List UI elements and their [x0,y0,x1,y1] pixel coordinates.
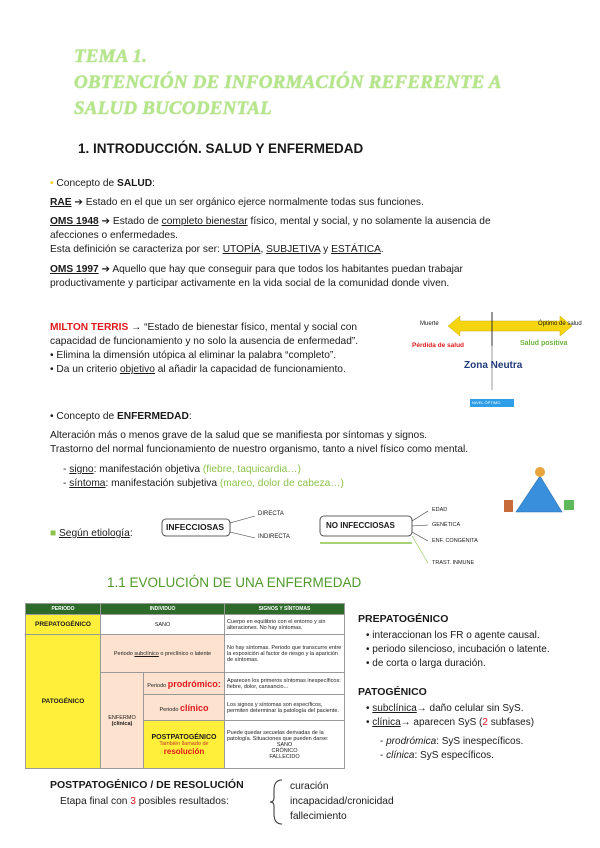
indirecta-label: INDIRECTA [258,534,290,540]
header-individuo: INDIVIDUO [101,604,225,615]
etiologia-label [50,527,133,540]
prepat-title: PREPATOGÉNICO [358,613,449,625]
cell-prepat-desc: Cuerpo en equilibrio con el entorno y sin alteraciones. No hay síntomas. [225,615,345,635]
milton-definition [50,321,357,334]
triad-svg [500,462,580,522]
milton-b2-text-a: • Da un criterio [50,364,120,375]
sintoma-dash: - [63,478,70,489]
pat-b2-text-c: subfases) [487,717,535,728]
oms1997-label: OMS 1997 [50,264,99,275]
rae-text: ➔ Estado en el que un ser orgánico ejerce normalmente todas sus funciones. [71,197,424,208]
infecciosas-label: INFECCIOSAS [166,522,225,532]
pat-s1-dash: - [380,736,387,747]
result-fallecido: FALLECIDO [269,753,300,760]
result-cronico: CRÓNICO [271,747,298,754]
def-utopia: UTOPÍA [222,244,261,255]
clinica-label: (clínica) [111,720,133,727]
resolucion-label: resolución [163,746,205,756]
etapa-text-b: posibles resultados: [135,796,229,807]
salud-intro-text: Concepto de [56,178,118,189]
brace-path [270,780,282,824]
pat-sub-2 [380,749,494,762]
milton-text: → “Estado de bienestar físico, mental y social con [128,322,358,333]
signo-item [63,463,301,476]
oms1948-text-a: ➔ Estado de [98,216,162,227]
oms1997-text: ➔ Aquello que hay que conseguir para que todos los habitantes puedan trabajar [98,264,463,275]
prepat-bullet-1: • interaccionan los FR o agente causal. [366,630,540,641]
etiologia-colon: : [129,528,133,539]
rae-definition [50,196,424,209]
label-nivel-box: NIVEL ÓPTIMO [472,400,501,405]
signo-dash: - [63,464,70,475]
enf-line1: Alteración más o menos grave de la salud que se manifiesta por síntomas y signos. [50,430,428,441]
brace-svg [268,778,286,826]
enfermo-label: ENFERMO [108,714,136,721]
cell-patogenico: PATOGÉNICO [26,635,101,769]
clinico-term: clínico [179,702,209,713]
cell-prepatogenico: PREPATOGÉNICO [26,615,101,635]
postpat-desc: Puede quedar secuelas derivadas de la patología. Situaciones que pueden darse: [227,729,329,742]
triad-left-figure [504,500,513,512]
connector-indirecta [230,532,255,538]
signo-text: : manifestación objetiva [93,464,203,475]
enf-intro-text: • Concepto de [50,411,117,422]
section-heading-intro: 1. INTRODUCCIÓN. SALUD Y ENFERMEDAD [78,141,364,156]
ecological-triad-illustration [500,462,580,522]
section-heading-evolucion: 1.1 EVOLUCIÓN DE UNA ENFERMEDAD [107,575,362,590]
pat-b1-bullet: • [366,703,373,714]
connector-directa [230,516,255,523]
square-bullet-icon: ■ [50,528,57,539]
no-infecciosas-label: NO INFECCIOSAS [326,521,395,530]
cell-clinico-desc: Los signos y síntomas son específicos, permiten determinar la patología del paciente. [225,695,345,721]
oms1948-label: OMS 1948 [50,216,99,227]
prodromico-text: Periodo [147,682,168,689]
cell-postpatogenico [144,721,225,769]
directa-label: DIRECTA [258,511,284,517]
connector-edad [412,511,428,521]
label-positiva: Salud positiva [520,340,568,347]
cell-prodromico [144,673,225,695]
def-subjetiva: SUBJETIVA [266,244,321,255]
result-fallecimiento: fallecimiento [290,811,347,822]
triad-right-figure [564,500,574,510]
pat-s2-text: : SyS específicos. [414,750,494,761]
connector-inmune [412,536,428,563]
pat-s1-term: prodrómica [386,736,437,747]
subclinico-term: subclínico [134,650,159,657]
enf-keyword: ENFERMEDAD [117,411,189,422]
bullet-dot: • [50,178,54,189]
milton-label: MILTON TERRIS [50,322,129,333]
oms1997-line2: productivamente y participar activamente en la vida social de la comunidad donde viven. [50,278,450,289]
result-curacion: curación [290,781,329,792]
pat-s2-dash: - [380,750,387,761]
prepat-bullet-2: • periodo silencioso, incubación o latente. [366,644,550,655]
table-row-subclinico [26,635,345,673]
milton-bullet-1: • Elimina la dimensión utópica al eliminar la palabra “completo”. [50,350,337,361]
pat-sub-1 [380,735,523,748]
label-zona-neutra: Zona Neutra [464,360,523,371]
postpat-footer-title: POSTPATOGÉNICO / DE RESOLUCIÓN [50,779,244,791]
pat-b2-term: clínica [372,717,401,728]
prepat-bullet-3: • de corta o larga duración. [366,658,486,669]
pat-bullet-1 [366,702,523,715]
signo-term: signo [69,464,94,475]
pat-s2-term: clínica [386,750,415,761]
title-line-1: TEMA 1. [74,46,148,67]
triad-triangle [516,476,562,512]
header-signos: SIGNOS Y SÍNTOMAS [225,604,345,615]
tambien-label: También llamado de [159,740,209,747]
pat-b2-bullet: • [366,717,373,728]
salud-colon: : [152,178,155,189]
genetica-label: GENÉTICA [432,522,461,528]
header-periodo: PERIODO [26,604,101,615]
enfermedad-concept [50,410,192,423]
pat-b1-text: → daño celular sin SyS. [416,703,524,714]
oms1948-line2: afecciones o enfermedades. [50,230,178,241]
label-muerte: Muerte [420,321,439,327]
result-sano: SANO [276,741,293,748]
cell-clinico [144,695,225,721]
signo-examples: (fiebre, taquicardia…) [202,464,301,475]
def-text: Esta definición se caracteriza por ser: [50,244,223,255]
enf-line2: Trastorno del normal funcionamiento de nuestro organismo, tanto a nivel físico como mental. [50,444,469,455]
salud-concept [50,177,155,190]
triad-top-figure [535,467,545,477]
postpat-etapa [60,795,229,808]
label-optimo: Óptimo de salud [538,321,582,327]
etapa-number: 3 [130,796,136,807]
health-continuum-diagram [412,312,595,412]
cell-postpat-desc [225,721,345,769]
title-line-2: OBTENCIÓN DE INFORMACIÓN REFERENTE A [74,72,502,93]
connector-genetica [412,525,428,526]
sintoma-term: síntoma [69,478,106,489]
rae-label: RAE [50,197,72,208]
sintoma-examples: (mareo, dolor de cabeza…) [219,478,344,489]
milton-line2: capacidad de funcionamiento y no solo la ausencia de enfermedad”. [50,336,359,347]
subclinico-text-b: o preclínico o latente [158,650,212,657]
pat-b2-number: 2 [482,717,488,728]
postpat-label: POSTPATOGÉNICO [151,733,217,741]
etiologia-term: Según etiología [59,528,130,539]
definition-traits [50,243,384,256]
etiologia-tree [160,505,500,575]
inmune-label: TRAST. INMUNE [432,560,475,566]
def-estatica: ESTÁTICA [331,244,381,255]
oms1948-underlined: completo bienestar [161,216,248,227]
prodromico-term: prodrómico: [167,678,221,689]
clinico-text: Periodo [159,706,180,713]
def-end: . [380,244,384,255]
cell-enfermo [101,673,144,769]
enf-colon: : [188,411,192,422]
def-sep2: y [320,244,332,255]
salud-keyword: SALUD [117,178,153,189]
result-incapacidad: incapacidad/cronicidad [290,796,394,807]
evolution-table [25,603,345,769]
pat-bullet-2 [366,716,534,729]
oms1948-text-b: físico, mental y social, y no solamente la ausencia de [247,216,491,227]
pat-b2-text: → aparecen SyS ( [400,717,483,728]
table-header-row [26,604,345,615]
sintoma-text: : manifestación subjetiva [105,478,220,489]
brace-icon [268,778,286,831]
oms1948-definition [50,215,491,228]
title-line-3: SALUD BUCODENTAL [74,98,272,119]
milton-bullet-2 [50,363,346,376]
subclinico-text-a: Periodo [113,650,135,657]
milton-b2-underlined: objetivo [119,364,155,375]
cell-sano: SANO [101,615,225,635]
label-perdida: Pérdida de salud [412,342,465,349]
def-sep1: , [260,244,267,255]
edad-label: EDAD [432,507,448,513]
pat-s1-text: : SyS inespecíficos. [436,736,524,747]
pat-b1-term: subclínica [372,703,417,714]
sintoma-item [63,477,344,490]
cell-prodromico-desc: Aparecen los primeros síntomas inespecíficos: fiebre, dolor, cansancio... [225,673,345,695]
milton-b2-text-b: al añadir la capacidad de funcionamiento. [154,364,346,375]
congenita-label: ENF. CONGÉNITA [432,538,478,544]
oms1997-definition [50,263,463,276]
etapa-text-a: Etapa final con [60,796,131,807]
pat-title: PATOGÉNICO [358,686,427,698]
table-row-prepat [26,615,345,635]
cell-subclinico-desc: No hay síntomas. Periodo que transcurre entre la exposición al factor de riesgo y la aparición de síntomas. [225,635,345,673]
cell-subclinico [101,635,225,673]
